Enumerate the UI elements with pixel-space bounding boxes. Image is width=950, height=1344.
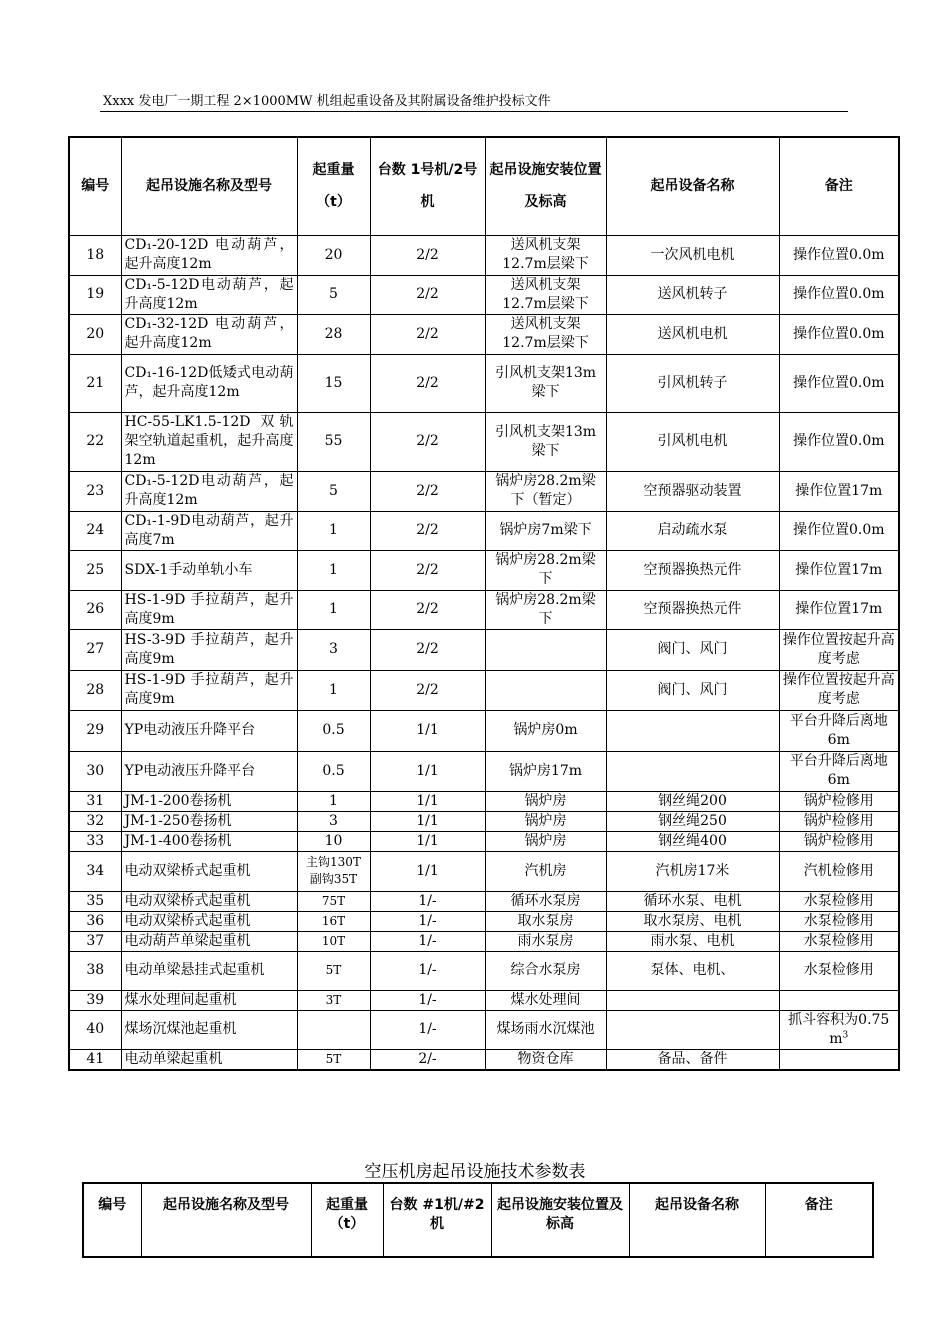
lifted-equipment-cell: 引风机电机 — [606, 412, 779, 471]
remark-cell: 操作位置17m — [779, 471, 899, 511]
table-row — [69, 791, 899, 811]
row-number-cell: 25 — [69, 550, 121, 590]
table-row — [69, 951, 899, 990]
column-header: 起吊设施安装位置及标高 — [491, 1183, 629, 1257]
install-location-cell: 锅炉房 — [485, 831, 606, 851]
column-header: 起吊设施名称及型号 — [141, 1183, 311, 1257]
install-location-cell — [485, 670, 606, 710]
lifting-capacity-cell: 15 — [297, 354, 370, 412]
unit-count-cell: 2/2 — [370, 550, 485, 590]
remark-cell: 操作位置0.0m — [779, 354, 899, 412]
equipment-name-cell: CD₁-5-12D电动葫芦，起升高度12m — [121, 275, 297, 314]
equipment-name-cell: CD₁-20-12D 电动葫芦，起升高度12m — [121, 235, 297, 275]
row-number-cell: 26 — [69, 590, 121, 629]
lifting-capacity-cell: 0.5 — [297, 751, 370, 791]
unit-count-cell: 2/2 — [370, 629, 485, 670]
remark-cell: 锅炉检修用 — [779, 811, 899, 831]
install-location-cell: 锅炉房28.2m梁下 — [485, 550, 606, 590]
install-location-cell: 取水泵房 — [485, 911, 606, 931]
remark-cell: 操作位置按起升高度考虑 — [779, 670, 899, 710]
equipment-name-cell: CD₁-32-12D 电动葫芦，起升高度12m — [121, 314, 297, 354]
unit-count-cell: 2/2 — [370, 511, 485, 550]
unit-count-cell: 1/1 — [370, 831, 485, 851]
install-location-cell: 锅炉房28.2m梁下 — [485, 590, 606, 629]
equipment-name-cell: 煤场沉煤池起重机 — [121, 1010, 297, 1049]
column-header: 起重量（t） — [297, 137, 370, 235]
column-header: 起吊设施名称及型号 — [121, 137, 297, 235]
row-number-cell: 35 — [69, 891, 121, 911]
table-row — [69, 354, 899, 412]
air-compressor-table — [82, 1182, 874, 1258]
lifted-equipment-cell: 一次风机电机 — [606, 235, 779, 275]
lifting-capacity-cell: 1 — [297, 511, 370, 550]
lifting-capacity-cell: 0.5 — [297, 710, 370, 751]
unit-count-cell: 1/1 — [370, 751, 485, 791]
equipment-name-cell: SDX-1手动单轨小车 — [121, 550, 297, 590]
row-number-cell: 19 — [69, 275, 121, 314]
row-number-cell: 39 — [69, 990, 121, 1010]
install-location-cell: 煤场雨水沉煤池 — [485, 1010, 606, 1049]
equipment-name-cell: JM-1-200卷扬机 — [121, 791, 297, 811]
lifted-equipment-cell — [606, 1010, 779, 1049]
unit-count-cell: 2/2 — [370, 235, 485, 275]
remark-cell: 平台升降后离地6m — [779, 710, 899, 751]
unit-count-cell: 2/2 — [370, 412, 485, 471]
row-number-cell: 33 — [69, 831, 121, 851]
remark-cell: 操作位置0.0m — [779, 314, 899, 354]
equipment-name-cell: CD₁-1-9D电动葫芦，起升高度7m — [121, 511, 297, 550]
remark-cell: 锅炉检修用 — [779, 791, 899, 811]
remark-cell: 水泵检修用 — [779, 911, 899, 931]
lifting-capacity-cell: 10T — [297, 931, 370, 951]
lifting-capacity-cell: 20 — [297, 235, 370, 275]
table-row — [69, 811, 899, 831]
lifting-capacity-cell: 主钩130T副钩35T — [297, 851, 370, 891]
unit-count-cell: 1/1 — [370, 791, 485, 811]
lifted-equipment-cell: 取水泵房、电机 — [606, 911, 779, 931]
lifted-equipment-cell: 雨水泵、电机 — [606, 931, 779, 951]
table-row — [69, 314, 899, 354]
unit-count-cell: 1/- — [370, 990, 485, 1010]
unit-count-cell: 2/2 — [370, 471, 485, 511]
install-location-cell: 引风机支架13m梁下 — [485, 412, 606, 471]
unit-count-cell: 2/2 — [370, 354, 485, 412]
lifted-equipment-cell: 阀门、风门 — [606, 629, 779, 670]
equipment-name-cell: YP电动液压升降平台 — [121, 751, 297, 791]
table-row — [69, 590, 899, 629]
lifting-capacity-cell: 10 — [297, 831, 370, 851]
install-location-cell: 送风机支架12.7m层梁下 — [485, 235, 606, 275]
install-location-cell: 雨水泵房 — [485, 931, 606, 951]
table-row — [69, 1010, 899, 1049]
row-number-cell: 36 — [69, 911, 121, 931]
lifted-equipment-cell — [606, 751, 779, 791]
table-header-row — [69, 137, 899, 235]
lifted-equipment-cell: 备品、备件 — [606, 1049, 779, 1070]
header-rule — [100, 111, 848, 112]
equipment-name-cell: 电动单梁起重机 — [121, 1049, 297, 1070]
remark-cell: 平台升降后离地6m — [779, 751, 899, 791]
lifted-equipment-cell: 空预器换热元件 — [606, 550, 779, 590]
lifted-equipment-cell: 钢丝绳250 — [606, 811, 779, 831]
main-equipment-table — [68, 136, 900, 1071]
row-number-cell: 30 — [69, 751, 121, 791]
unit-count-cell: 1/- — [370, 1010, 485, 1049]
row-number-cell: 34 — [69, 851, 121, 891]
row-number-cell: 38 — [69, 951, 121, 990]
remark-cell: 操作位置17m — [779, 590, 899, 629]
equipment-name-cell: YP电动液压升降平台 — [121, 710, 297, 751]
remark-cell: 汽机检修用 — [779, 851, 899, 891]
lifting-capacity-cell: 75T — [297, 891, 370, 911]
remark-cell: 抓斗容积为0.75 $m^3$ — [779, 1010, 899, 1049]
install-location-cell: 引风机支架13m梁下 — [485, 354, 606, 412]
lifting-capacity-cell: 5 — [297, 275, 370, 314]
equipment-name-cell: HS-1-9D 手拉葫芦，起升高度9m — [121, 670, 297, 710]
install-location-cell: 汽机房 — [485, 851, 606, 891]
table-row — [69, 751, 899, 791]
equipment-name-cell: JM-1-250卷扬机 — [121, 811, 297, 831]
column-header: 起重量（t） — [311, 1183, 383, 1257]
install-location-cell: 送风机支架12.7m层梁下 — [485, 275, 606, 314]
lifting-capacity-cell: 1 — [297, 590, 370, 629]
row-number-cell: 27 — [69, 629, 121, 670]
row-number-cell: 37 — [69, 931, 121, 951]
table-row — [69, 275, 899, 314]
row-number-cell: 20 — [69, 314, 121, 354]
lifting-capacity-cell — [297, 1010, 370, 1049]
unit-count-cell: 1/1 — [370, 710, 485, 751]
unit-count-cell: 2/2 — [370, 275, 485, 314]
lifted-equipment-cell: 汽机房17米 — [606, 851, 779, 891]
column-header: 备注 — [765, 1183, 873, 1257]
equipment-name-cell: HS-3-9D 手拉葫芦，起升高度9m — [121, 629, 297, 670]
row-number-cell: 21 — [69, 354, 121, 412]
lifted-equipment-cell: 空预器换热元件 — [606, 590, 779, 629]
table-row — [69, 990, 899, 1010]
equipment-name-cell: CD₁-5-12D电动葫芦，起升高度12m — [121, 471, 297, 511]
lifted-equipment-cell: 钢丝绳400 — [606, 831, 779, 851]
lifted-equipment-cell: 送风机转子 — [606, 275, 779, 314]
remark-cell — [779, 990, 899, 1010]
row-number-cell: 40 — [69, 1010, 121, 1049]
row-number-cell: 18 — [69, 235, 121, 275]
remark-cell — [779, 1049, 899, 1070]
column-header: 起吊设备名称 — [629, 1183, 765, 1257]
install-location-cell: 综合水泵房 — [485, 951, 606, 990]
table-row — [69, 831, 899, 851]
install-location-cell: 煤水处理间 — [485, 990, 606, 1010]
lifting-capacity-cell: 1 — [297, 791, 370, 811]
lifting-capacity-cell: 3T — [297, 990, 370, 1010]
lifted-equipment-cell: 引风机转子 — [606, 354, 779, 412]
row-number-cell: 22 — [69, 412, 121, 471]
table-row — [69, 511, 899, 550]
lifted-equipment-cell: 泵体、电机、 — [606, 951, 779, 990]
row-number-cell: 28 — [69, 670, 121, 710]
row-number-cell: 29 — [69, 710, 121, 751]
equipment-name-cell: 电动单梁悬挂式起重机 — [121, 951, 297, 990]
row-number-cell: 41 — [69, 1049, 121, 1070]
unit-count-cell: 2/2 — [370, 314, 485, 354]
equipment-name-cell: HS-1-9D 手拉葫芦，起升高度9m — [121, 590, 297, 629]
table-row — [69, 1049, 899, 1070]
lifted-equipment-cell: 循环水泵、电机 — [606, 891, 779, 911]
table-row — [69, 471, 899, 511]
table-row — [69, 710, 899, 751]
lifted-equipment-cell: 钢丝绳200 — [606, 791, 779, 811]
lifted-equipment-cell: 送风机电机 — [606, 314, 779, 354]
table-header-row — [83, 1183, 873, 1257]
install-location-cell: 锅炉房0m — [485, 710, 606, 751]
unit-count-cell: 1/- — [370, 931, 485, 951]
equipment-name-cell: 电动葫芦单梁起重机 — [121, 931, 297, 951]
second-table-caption: 空压机房起吊设施技术参数表 — [364, 1162, 586, 1182]
remark-cell: 操作位置按起升高度考虑 — [779, 629, 899, 670]
column-header: 编号 — [69, 137, 121, 235]
install-location-cell — [485, 629, 606, 670]
column-header: 台数 1号机/2号机 — [370, 137, 485, 235]
table-row — [69, 891, 899, 911]
table-row — [69, 412, 899, 471]
unit-count-cell: 2/2 — [370, 670, 485, 710]
lifting-capacity-cell: 5T — [297, 951, 370, 990]
lifted-equipment-cell: 启动疏水泵 — [606, 511, 779, 550]
install-location-cell: 物资仓库 — [485, 1049, 606, 1070]
table-row — [69, 550, 899, 590]
lifting-capacity-cell: 1 — [297, 550, 370, 590]
lifted-equipment-cell — [606, 990, 779, 1010]
unit-count-cell: 1/1 — [370, 811, 485, 831]
install-location-cell: 循环水泵房 — [485, 891, 606, 911]
equipment-name-cell: 电动双梁桥式起重机 — [121, 851, 297, 891]
remark-cell: 操作位置17m — [779, 550, 899, 590]
lifting-capacity-cell: 28 — [297, 314, 370, 354]
table-row — [69, 235, 899, 275]
column-header: 编号 — [83, 1183, 141, 1257]
column-header: 备注 — [779, 137, 899, 235]
table-row — [69, 851, 899, 891]
lifting-capacity-cell: 3 — [297, 629, 370, 670]
unit-count-cell: 1/- — [370, 911, 485, 931]
table-row — [69, 911, 899, 931]
unit-count-cell: 1/1 — [370, 851, 485, 891]
lifting-capacity-cell: 55 — [297, 412, 370, 471]
row-number-cell: 31 — [69, 791, 121, 811]
table-row — [69, 670, 899, 710]
unit-count-cell: 2/2 — [370, 590, 485, 629]
install-location-cell: 锅炉房17m — [485, 751, 606, 791]
lifting-capacity-cell: 5 — [297, 471, 370, 511]
row-number-cell: 24 — [69, 511, 121, 550]
remark-cell: 水泵检修用 — [779, 891, 899, 911]
remark-cell: 锅炉检修用 — [779, 831, 899, 851]
equipment-name-cell: JM-1-400卷扬机 — [121, 831, 297, 851]
column-header: 起吊设备名称 — [606, 137, 779, 235]
column-header: 台数 #1机/#2机 — [383, 1183, 491, 1257]
lifted-equipment-cell: 阀门、风门 — [606, 670, 779, 710]
remark-cell: 水泵检修用 — [779, 951, 899, 990]
unit-count-cell: 1/- — [370, 891, 485, 911]
remark-cell: 操作位置0.0m — [779, 511, 899, 550]
table-row — [69, 629, 899, 670]
install-location-cell: 送风机支架12.7m层梁下 — [485, 314, 606, 354]
install-location-cell: 锅炉房 — [485, 791, 606, 811]
lifting-capacity-cell: 5T — [297, 1049, 370, 1070]
lifted-equipment-cell — [606, 710, 779, 751]
unit-count-cell: 1/- — [370, 951, 485, 990]
equipment-name-cell: CD₁-16-12D低矮式电动葫芦，起升高度12m — [121, 354, 297, 412]
equipment-name-cell: 电动双梁桥式起重机 — [121, 911, 297, 931]
unit-count-cell: 2/- — [370, 1049, 485, 1070]
remark-cell: 操作位置0.0m — [779, 275, 899, 314]
install-location-cell: 锅炉房28.2m梁下（暂定） — [485, 471, 606, 511]
table-row — [69, 931, 899, 951]
remark-cell: 操作位置0.0m — [779, 412, 899, 471]
lifted-equipment-cell: 空预器驱动装置 — [606, 471, 779, 511]
document-header: Xxxx 发电厂一期工程 2×1000MW 机组起重设备及其附属设备维护投标文件 — [103, 94, 551, 109]
equipment-name-cell: 电动双梁桥式起重机 — [121, 891, 297, 911]
row-number-cell: 32 — [69, 811, 121, 831]
lifting-capacity-cell: 16T — [297, 911, 370, 931]
lifting-capacity-cell: 3 — [297, 811, 370, 831]
install-location-cell: 锅炉房7m梁下 — [485, 511, 606, 550]
equipment-name-cell: HC-55-LK1.5-12D 双轨架空轨道起重机，起升高度12m — [121, 412, 297, 471]
column-header: 起吊设施安装位置及标高 — [485, 137, 606, 235]
row-number-cell: 23 — [69, 471, 121, 511]
equipment-name-cell: 煤水处理间起重机 — [121, 990, 297, 1010]
remark-cell: 水泵检修用 — [779, 931, 899, 951]
install-location-cell: 锅炉房 — [485, 811, 606, 831]
lifting-capacity-cell: 1 — [297, 670, 370, 710]
remark-cell: 操作位置0.0m — [779, 235, 899, 275]
